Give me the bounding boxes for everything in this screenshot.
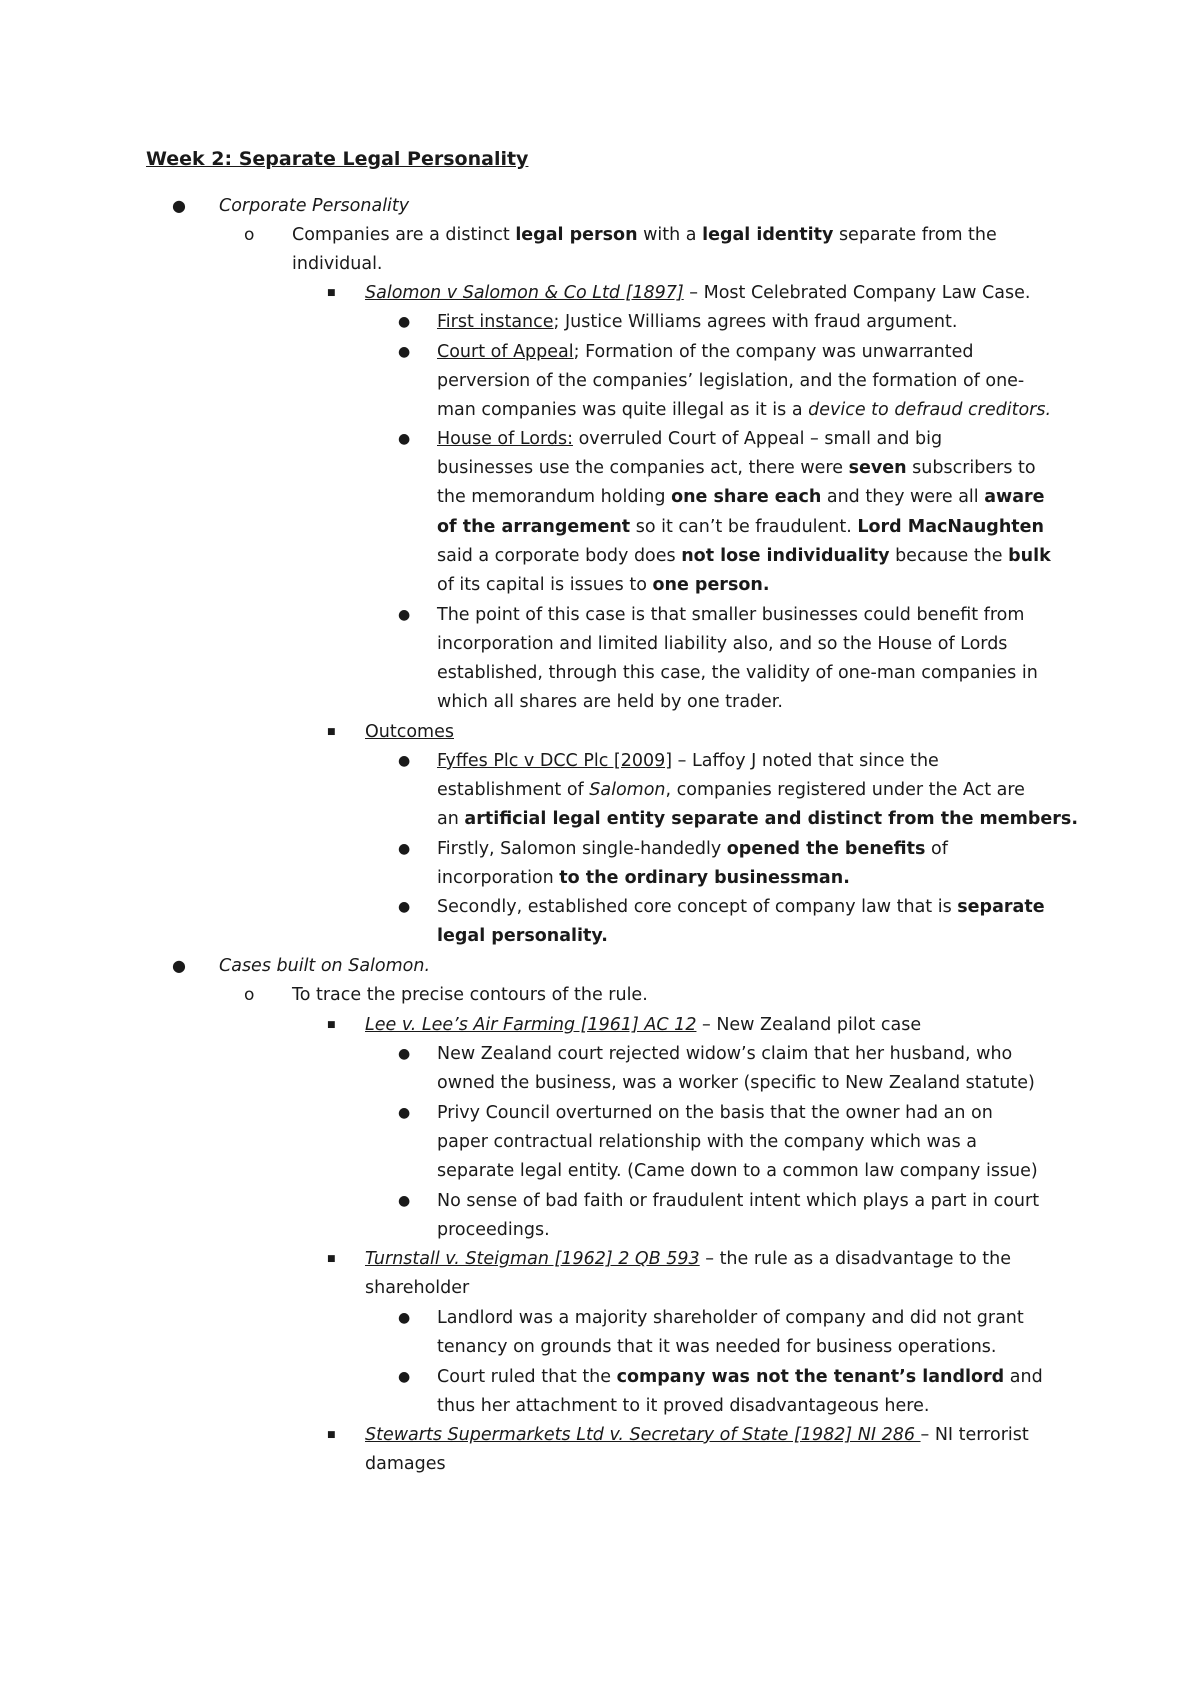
text-line	[437, 399, 1051, 421]
bullet-dot: ●	[398, 607, 411, 623]
text-line: which all shares are held by one trader.	[437, 692, 783, 712]
text-line: paper contractual relationship with the company which was a	[437, 1132, 977, 1152]
text-run: Court ruled that the	[437, 1367, 617, 1387]
text-run: of its capital is issues to	[437, 575, 653, 595]
text-line	[437, 428, 942, 450]
text-run: so it can’t be fraudulent.	[630, 517, 858, 537]
case-citation: Stewarts Supermarkets Ltd v. Secretary of State [1982] NI 286	[365, 1425, 921, 1445]
text-run: – NI terrorist	[920, 1425, 1029, 1445]
text-line: separate legal entity. (Came down to a common law company issue)	[437, 1161, 1038, 1181]
section-heading: Cases built on Salomon.	[219, 956, 431, 976]
bullet-square: ■	[327, 288, 336, 298]
bullet-square: ■	[327, 1020, 336, 1030]
text-line: incorporation and limited liability also, and so the House of Lords	[437, 634, 1008, 654]
text-run: incorporation	[437, 868, 560, 888]
text-run: – Laffoy J noted that since the	[672, 751, 939, 771]
bullet-circle: o	[244, 985, 255, 1005]
text-run: Lord MacNaughten	[857, 517, 1044, 537]
text-run: Secondly, established core concept of company law that is	[437, 897, 958, 917]
text-line	[437, 896, 1045, 918]
text-run: Corporate Personality	[219, 196, 410, 216]
text-line	[437, 341, 973, 363]
text-line: Landlord was a majority shareholder of company and did not grant	[437, 1308, 1024, 1328]
text-line	[437, 867, 850, 889]
text-run: bulk	[1008, 546, 1051, 566]
text-line: Privy Council overturned on the basis that the owner had an on	[437, 1103, 993, 1123]
bullet-dot: ●	[398, 314, 411, 330]
bullet-dot: ●	[172, 956, 186, 975]
text-line	[365, 1014, 921, 1036]
text-line	[437, 516, 1044, 538]
text-run: legal identity	[702, 225, 834, 245]
text-run: overruled Court of Appeal – small and big	[573, 429, 943, 449]
text-line: individual.	[292, 254, 383, 274]
text-run: company was not the tenant’s landlord	[616, 1367, 1005, 1387]
text-run: – Most Celebrated Company Law Case.	[683, 283, 1031, 303]
case-citation: Fyffes Plc v DCC Plc [2009]	[437, 751, 673, 771]
bullet-square: ■	[327, 727, 336, 737]
text-run: one share each	[671, 487, 822, 507]
text-line: legal personality.	[437, 926, 608, 946]
case-citation: Turnstall v. Steigman [1962] 2 QB 593	[365, 1249, 700, 1269]
text-line	[437, 545, 1051, 567]
text-run: of	[925, 839, 948, 859]
text-run: not lose individuality	[681, 546, 890, 566]
text-run: legal person	[515, 225, 638, 245]
bullet-dot: ●	[398, 1193, 411, 1209]
text-line	[437, 486, 1045, 508]
text-run: opened the benefits	[726, 839, 926, 859]
text-run: First instance	[437, 312, 554, 332]
case-citation: Lee v. Lee’s Air Farming [1961] AC 12	[365, 1015, 697, 1035]
bullet-dot: ●	[398, 1046, 411, 1062]
text-line: established, through this case, the validity of one-man companies in	[437, 663, 1038, 683]
text-run: establishment of	[437, 780, 590, 800]
text-line: New Zealand court rejected widow’s claim that her husband, who	[437, 1044, 1013, 1064]
text-run: the memorandum holding	[437, 487, 672, 507]
text-run: device to defraud creditors.	[808, 400, 1052, 420]
text-run: with a	[637, 225, 703, 245]
text-run: aware	[984, 487, 1045, 507]
text-line	[365, 1248, 1011, 1270]
text-run: and	[1004, 1367, 1043, 1387]
text-run: separate from the	[833, 225, 997, 245]
text-line: shareholder	[365, 1278, 470, 1298]
text-line	[437, 457, 1036, 479]
text-run: seven	[848, 458, 907, 478]
bullet-square: ■	[327, 1254, 336, 1264]
text-line	[437, 750, 939, 772]
text-line: thus her attachment to it proved disadvantageous here.	[437, 1396, 930, 1416]
bullet-dot: ●	[398, 841, 411, 857]
text-run: subscribers to	[906, 458, 1036, 478]
text-line	[437, 311, 957, 333]
bullet-dot: ●	[398, 431, 411, 447]
text-line	[437, 808, 1078, 830]
text-run: separate	[957, 897, 1045, 917]
text-line: To trace the precise contours of the rule.	[292, 985, 648, 1005]
page-title: Week 2: Separate Legal Personality	[146, 148, 529, 170]
text-line	[437, 1366, 1043, 1388]
bullet-dot: ●	[398, 899, 411, 915]
text-run: one person.	[652, 575, 770, 595]
bullet-dot: ●	[172, 196, 186, 215]
text-line: owned the business, was a worker (specific to New Zealand statute)	[437, 1073, 1035, 1093]
text-run: businesses use the companies act, there were	[437, 458, 849, 478]
text-line	[437, 779, 1025, 801]
text-line: The point of this case is that smaller businesses could benefit from	[437, 605, 1025, 625]
text-run: Salomon	[589, 780, 666, 800]
bullet-dot: ●	[398, 1105, 411, 1121]
text-run: of the arrangement	[437, 517, 631, 537]
text-run: – New Zealand pilot case	[696, 1015, 922, 1035]
bullet-dot: ●	[398, 344, 411, 360]
bullet-dot: ●	[398, 753, 411, 769]
text-run: , companies registered under the Act are	[665, 780, 1025, 800]
bullet-dot: ●	[398, 1310, 411, 1326]
text-run: ; Justice Williams agrees with fraud argument.	[553, 312, 958, 332]
text-run: and they were all	[821, 487, 985, 507]
text-line	[292, 224, 997, 246]
section-heading	[219, 195, 409, 217]
text-line	[365, 1424, 1029, 1446]
bullet-square: ■	[327, 1430, 336, 1440]
text-line: damages	[365, 1454, 446, 1474]
text-run: Companies are a distinct	[292, 225, 516, 245]
text-line: No sense of bad faith or fraudulent intent which plays a part in court	[437, 1191, 1040, 1211]
text-run: House of Lords:	[437, 429, 573, 449]
subheading-outcomes: Outcomes	[365, 722, 454, 742]
text-line	[437, 838, 948, 860]
text-run: artificial legal entity separate and distinct from the members.	[464, 809, 1078, 829]
bullet-dot: ●	[398, 1369, 411, 1385]
bullet-circle: o	[244, 225, 255, 245]
text-line	[437, 574, 769, 596]
text-line: perversion of the companies’ legislation, and the formation of one-	[437, 371, 1025, 391]
text-run: ; Formation of the company was unwarranted	[573, 342, 974, 362]
text-run: said a corporate body does	[437, 546, 682, 566]
text-run: because the	[889, 546, 1009, 566]
text-run: Firstly, Salomon single-handedly	[437, 839, 727, 859]
text-run: an	[437, 809, 465, 829]
text-run: man companies was quite illegal as it is a	[437, 400, 809, 420]
text-run: to the ordinary businessman.	[559, 868, 850, 888]
text-line: tenancy on grounds that it was needed for business operations.	[437, 1337, 997, 1357]
text-run: – the rule as a disadvantage to the	[699, 1249, 1011, 1269]
case-citation: Salomon v Salomon & Co Ltd [1897]	[365, 283, 684, 303]
text-run: Court of Appeal	[437, 342, 574, 362]
text-line	[365, 282, 1030, 304]
text-line: proceedings.	[437, 1220, 550, 1240]
